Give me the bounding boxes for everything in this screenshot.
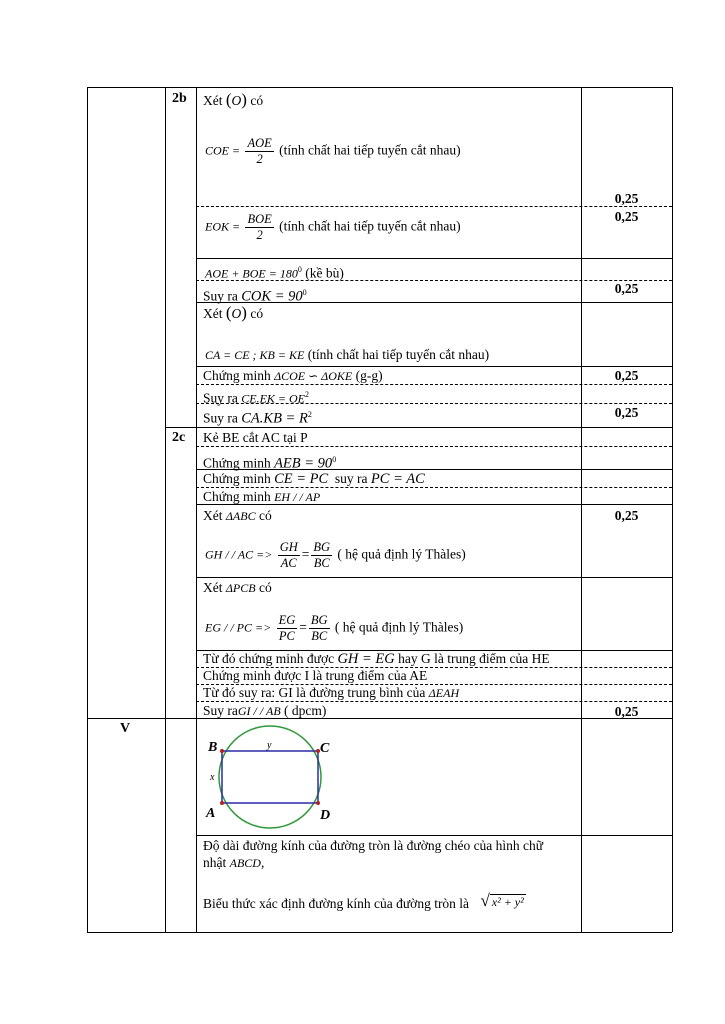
text: Chứng minh [203,489,271,504]
row-2b-4 [205,262,344,282]
section-label-2c: 2c [172,430,186,445]
text: x² + y² [491,895,524,909]
table-col-divider-2 [196,87,197,932]
text: (tính chất hai tiếp tuyến cắt nhau) [279,142,461,158]
text: nhật [203,855,227,870]
text: Từ đó suy ra: GI là đường trung bình của [203,685,426,700]
text: AOE + BOE = 180 [205,266,298,281]
text: PC = AC [370,471,425,487]
text: O [231,93,242,108]
table-border-right [672,87,673,932]
row-2c-11 [203,685,459,701]
text: GH = EG [337,651,395,667]
score-2: 0,25 [614,209,639,224]
text: Chứng minh [203,368,271,383]
row-sep [196,487,672,488]
label-a: A [206,806,216,821]
text: Suy ra [203,288,238,304]
table-divider-V2 [196,835,672,836]
text: Chứng minh [203,455,271,471]
text: Xét [203,93,223,108]
text: EG / / PC => [205,620,272,635]
text: COK = 90 [241,288,303,305]
text: EH / / AP [274,490,321,504]
text: ΔEAH [428,686,460,700]
fraction: $\frac{EG}{PC}$ [278,613,296,643]
table-col-divider-1 [165,87,166,932]
table-border-top [87,87,672,88]
table-divider-2c [165,427,672,428]
row-2b-10 [203,407,312,427]
text: ( hệ quả định lý Thàles) [334,619,464,635]
text: ( hệ quả định lý Thàles) [337,546,466,562]
label-b: B [208,740,218,755]
text: Chứng minh [203,471,271,486]
text: CA = CE ; KB = KE [205,348,305,362]
label-y: y [267,740,272,751]
row-sep [196,366,672,367]
text: 2 [305,390,310,399]
text: EOK = [205,219,241,234]
label-x: x [210,772,215,783]
row-2b-8 [203,368,383,384]
text: suy ra [334,471,368,486]
row-2c-6: GH / / AC => $\frac{GH}{AC}$ = $\frac{BG}{BC}$ ( hệ quả định lý Thàles) [205,540,466,570]
label-c: C [320,741,330,756]
text: Suy ra [203,703,238,718]
text: hay G là trung điểm của HE [398,651,550,666]
text: có [258,508,272,523]
row-2c-2 [203,452,336,472]
score-3: 0,25 [614,281,639,296]
sqrt-expression: √ x² + y² [480,891,524,910]
score-7: 0,25 [614,704,639,719]
row-2c-5 [203,508,272,524]
fraction: $\frac{BG}{BC}$ [313,540,331,570]
text: có [258,580,272,595]
row-2b-1: Xét (O) có [203,90,264,109]
row-2c-3 [203,471,425,487]
row-2c-8: EG / / PC => $\frac{EG}{PC}$ = $\frac{BG}{BC}$ ( hệ quả định lý Thàles) [205,613,464,643]
text: ΔABC [225,509,256,523]
text: có [250,306,264,321]
row-sep [196,577,672,578]
v-paragraph-1-line-1: Độ dài đường kính của đường tròn là đường chéo của hình chữ [203,838,544,853]
text: Xét [203,306,223,321]
text: (tính chất hai tiếp tuyến cắt nhau) [307,347,490,362]
text: 2 [307,410,312,419]
row-2c-12 [203,703,326,719]
row-2b-3 [205,212,461,243]
row-sep [196,701,672,702]
row-sep [196,258,672,259]
text: có [250,93,264,108]
row-2c-10: Chứng minh được I là trung điểm của AE [203,668,428,683]
text: Xét [203,508,223,523]
fraction: $\frac{\text{AOE}}{2}$ [247,136,272,166]
text: (g-g) [355,368,383,383]
row-2b-9 [203,387,309,407]
table-border-bottom [87,932,672,933]
text: ΔPCB [225,581,256,595]
text: , [260,855,265,870]
score-1: 0,25 [614,191,639,206]
text: Biểu thức xác định đường kính của đường tròn là [203,896,470,911]
text: 0 [302,288,307,297]
text: (tính chất hai tiếp tuyến cắt nhau) [279,218,461,234]
row-sep [196,446,672,447]
row-2b-2 [205,136,461,167]
row-2b-7 [205,347,489,363]
score-5: 0,25 [614,405,639,420]
fraction: $\frac{GH}{AC}$ [279,540,298,570]
row-2c-4 [203,489,320,505]
v-paragraph-1-line-2 [203,855,264,871]
text: GH / / AC => [205,547,273,562]
text: ΔCOE ∽ ΔOKE [274,369,353,383]
circle-rectangle-figure [200,720,340,830]
section-label-2b: 2b [172,91,187,106]
text: Từ đó chứng minh được [203,651,335,666]
point-b [220,749,224,753]
row-2b-5 [203,285,307,305]
row-2c-7 [203,580,272,596]
text: CA.KB = R [241,410,308,427]
fraction: $\frac{BG}{BC}$ [310,613,328,643]
row-2c-1: Kẻ BE cắt AC tại P [203,430,308,445]
text: Suy ra [203,390,238,406]
text: GI / / AB [237,704,281,718]
section-label-V: V [120,721,131,736]
text: 0 [332,455,337,464]
text: ( dpcm) [284,703,327,718]
score-6: 0,25 [614,508,639,523]
text: ABCD [229,856,261,870]
label-d: D [320,808,331,823]
score-4: 0,25 [614,368,639,383]
text: O [231,306,242,321]
point-d [316,801,320,805]
text: CE.EK = OE [241,391,306,406]
text: Suy ra [203,410,238,426]
rectangle-abcd [222,751,318,803]
fraction: $\frac{\text{BOE}}{2}$ [247,212,272,242]
text: AEB = 90 [274,455,333,472]
point-a [220,801,224,805]
text: Xét [203,580,223,595]
row-sep [196,384,672,385]
v-paragraph-2 [203,891,526,912]
text: CE = PC [274,471,329,487]
text: (kề bù) [305,265,344,281]
row-2c-9 [203,651,550,667]
text: 0 [297,265,302,274]
text: COE = [205,143,241,158]
row-2b-6: Xét (O) có [203,303,264,322]
table-border-left [87,87,88,932]
